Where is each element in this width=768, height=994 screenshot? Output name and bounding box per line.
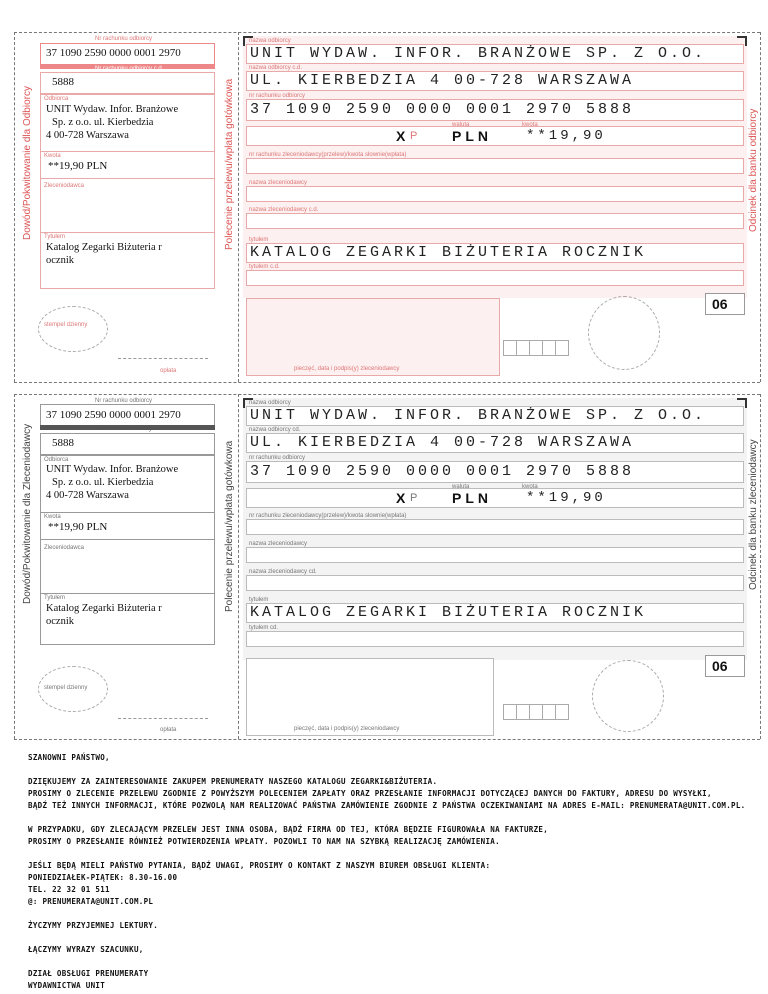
letter-paragraph-4: ŻYCZYMY PRZYJEMNEJ LEKTURY.	[28, 921, 159, 930]
stamp-label: stempel dzienny	[44, 322, 88, 328]
letter-greeting: SZANOWNI PAŃSTWO,	[28, 753, 110, 762]
f-name-cd-label: nazwa odbiorcy c.d.	[249, 65, 303, 71]
f-title-b: KATALOG ZEGARKI BIŻUTERIA ROCZNIK	[250, 604, 647, 621]
f-address-b: UL. KIERBEDZIA 4 00-728 WARSZAWA	[250, 434, 635, 451]
title: Katalog Zegarki Biżuteria r ocznik	[46, 242, 162, 266]
side-label-right: Odcinek dla banku odbiorcy	[748, 108, 759, 232]
payer-label-b: Zleceniodawca	[44, 545, 85, 551]
currency-label-b: waluta	[452, 484, 470, 490]
currency: PLN	[452, 128, 492, 144]
f-p-b: P	[410, 492, 418, 504]
letter-paragraph-5: ŁĄCZYMY WYRAZY SZACUNKU,	[28, 945, 144, 954]
f-account: 37 1090 2590 0000 0001 2970 5888	[250, 101, 635, 118]
f-amount-b: **19,90	[526, 490, 606, 506]
recipient-label-b: Odbiorca	[44, 457, 69, 463]
amount-label: Kwota	[44, 153, 61, 159]
f-x: X	[396, 128, 406, 144]
recipient: UNIT Wydaw. Infor. Branżowe Sp. z o.o. ul. Kierbedzia 4 00-728 Warszawa	[46, 104, 179, 141]
code: 5888	[52, 76, 74, 88]
f-name-b: UNIT WYDAW. INFOR. BRANŻOWE SP. Z O.O.	[250, 407, 707, 424]
f-name-cd-label-b: nazwa odbiorcy cd.	[249, 427, 301, 433]
f-amount: **19,90	[526, 128, 606, 144]
f-amount-label: kwota	[522, 122, 538, 128]
recipient-b: UNIT Wydaw. Infor. Branżowe Sp. z o.o. ul. Kierbedzia 4 00-728 Warszawa	[46, 464, 179, 501]
payer-name-label: nazwa zleceniodawcy	[249, 180, 308, 186]
letter-paragraph-2: W PRZYPADKU, GDY ZLECAJĄCYM PRZELEW JEST INNA OSOBA, BĄDŹ FIRMA OD TEJ, KTÓRA BĘDZIE FIGUROWAŁA NA FAKTURZE, PROSIMY O PRZESŁANIE RÓWNIEŻ POTWIERDZENIA WPŁATY. POZOWLI TO NAM NA SZYBKĄ REALIZACJĘ ZAMÓWIENIA.	[28, 825, 549, 846]
amount-label-b: Kwota	[44, 514, 61, 520]
f-amount-label-b: kwota	[522, 484, 538, 490]
f-account-b: 37 1090 2590 0000 0001 2970 5888	[250, 463, 635, 480]
recipient-label: Odbiorca	[44, 96, 69, 102]
f-title: KATALOG ZEGARKI BIŻUTERIA ROCZNIK	[250, 244, 647, 261]
payer-account-label: nr rachunku zleceniodawcy(przelew)/kwota słownie(wpłata)	[249, 152, 407, 158]
side-label-middle: Polecenie przelewu/wpłata gotówkowa	[224, 78, 235, 250]
account-number-b: 37 1090 2590 0000 0001 2970	[46, 409, 181, 421]
f-title-cd-label: tytułem c.d.	[249, 264, 280, 270]
f-title-label: tytułem	[249, 237, 269, 243]
fee-label: opłata	[160, 368, 177, 374]
payer-name-cd-label: nazwa zleceniodawcy c.d.	[249, 207, 319, 213]
letter-paragraph-1: DZIĘKUJEMY ZA ZAINTERESOWANIE ZAKUPEM PRENUMERATY NASZEGO KATALOGU ZEGARKI&BIŻUTERIA. PROSIMY O ZLECENIE PRZELEWU ZGODNIE Z POWYŻSZYM POLECENIEM ZAPŁATY ORAZ PRZESŁANIE INFORMACJI DOTYCZĄCEJ DANYCH DO FAKTURY, ADRESU DO WYSYŁKI, BĄDŹ TEŻ INNYCH INFORMACJI, KTÓRE POZWOLĄ NAM REALIZOWAĆ PAŃSTWA ZAMÓWIENIE ZGODNIE Z PAŃSTWA OCZEKIWANIAMI NA ADRES E-MAIL: PRENUMERATA@UNIT.COM.PL.	[28, 777, 746, 810]
f-account-label: nr rachunku odbiorcy	[249, 93, 306, 99]
letter-paragraph-3: JEŚLI BĘDĄ MIELI PAŃSTWO PYTANIA, BĄDŹ UWAGI, PROSIMY O KONTAKT Z NASZYM BIUREM OBSŁUGI KLIENTA: PONIEDZIAŁEK-PIĄTEK: 8.30-16.00 TEL. 22 32 01 511 @: PRENUMERATA@UNIT.COM.PL	[28, 861, 491, 906]
f-title-cd-label-b: tytułem cd.	[249, 625, 279, 631]
form-number-b: 06	[712, 658, 728, 674]
title-b: Katalog Zegarki Biżuteria r ocznik	[46, 603, 162, 627]
stamp-label-b: stempel dzienny	[44, 685, 88, 691]
currency-b: PLN	[452, 490, 492, 506]
account-label-cd-b: Nr rachunku odbiorcy c.d.	[95, 426, 164, 432]
letter	[28, 752, 748, 992]
code-b: 5888	[52, 437, 74, 449]
side-label-left: Dowód/Pokwitowanie dla Odbiorcy	[22, 86, 33, 240]
account-number: 37 1090 2590 0000 0001 2970	[46, 47, 181, 59]
amount-b: **19,90 PLN	[48, 521, 108, 533]
f-title-label-b: tytułem	[249, 597, 269, 603]
amount: **19,90 PLN	[48, 160, 108, 172]
f-p: P	[410, 130, 418, 142]
f-name-label: nazwa odbiorcy	[249, 38, 291, 44]
f-name-label-b: nazwa odbiorcy	[249, 400, 291, 406]
title-label: Tytułem	[44, 234, 66, 240]
payer-account-label-b: nr rachunku zleceniodawcy(przelew)/kwota słownie(wpłata)	[249, 513, 407, 519]
f-x-b: X	[396, 490, 406, 506]
account-label: Nr rachunku odbiorcy	[95, 36, 153, 42]
f-address: UL. KIERBEDZIA 4 00-728 WARSZAWA	[250, 72, 635, 89]
title-label-b: Tytułem	[44, 595, 66, 601]
payer-name-cd-label-b: nazwa zleceniodawcy cd.	[249, 569, 317, 575]
side-label-left-b: Dowód/Pokwitowanie dla Zleceniodawcy	[22, 423, 33, 604]
fee-label-b: opłata	[160, 727, 177, 733]
account-label-b: Nr rachunku odbiorcy	[95, 398, 153, 404]
side-label-right-b: Odcinek dla banku zleceniodawcy	[748, 439, 759, 590]
signature-label-b: pieczęć, data i podpis(y) zleceniodawcy	[294, 726, 400, 732]
account-label-cd: Nr rachunku odbiorcy c.d.	[95, 66, 164, 72]
payer-name-label-b: nazwa zleceniodawcy	[249, 541, 308, 547]
form-number: 06	[712, 296, 728, 312]
currency-label: waluta	[452, 122, 470, 128]
payer-label: Zleceniodawca	[44, 183, 85, 189]
side-label-middle-b: Polecenie przelewu/wpłata gotówkowa	[224, 440, 235, 612]
f-account-label-b: nr rachunku odbiorcy	[249, 455, 306, 461]
letter-signature: DZIAŁ OBSŁUGI PRENUMERATY WYDAWNICTWA UNIT	[28, 969, 149, 990]
f-name: UNIT WYDAW. INFOR. BRANŻOWE SP. Z O.O.	[250, 45, 707, 62]
signature-label: pieczęć, data i podpis(y) zleceniodawcy	[294, 366, 400, 372]
